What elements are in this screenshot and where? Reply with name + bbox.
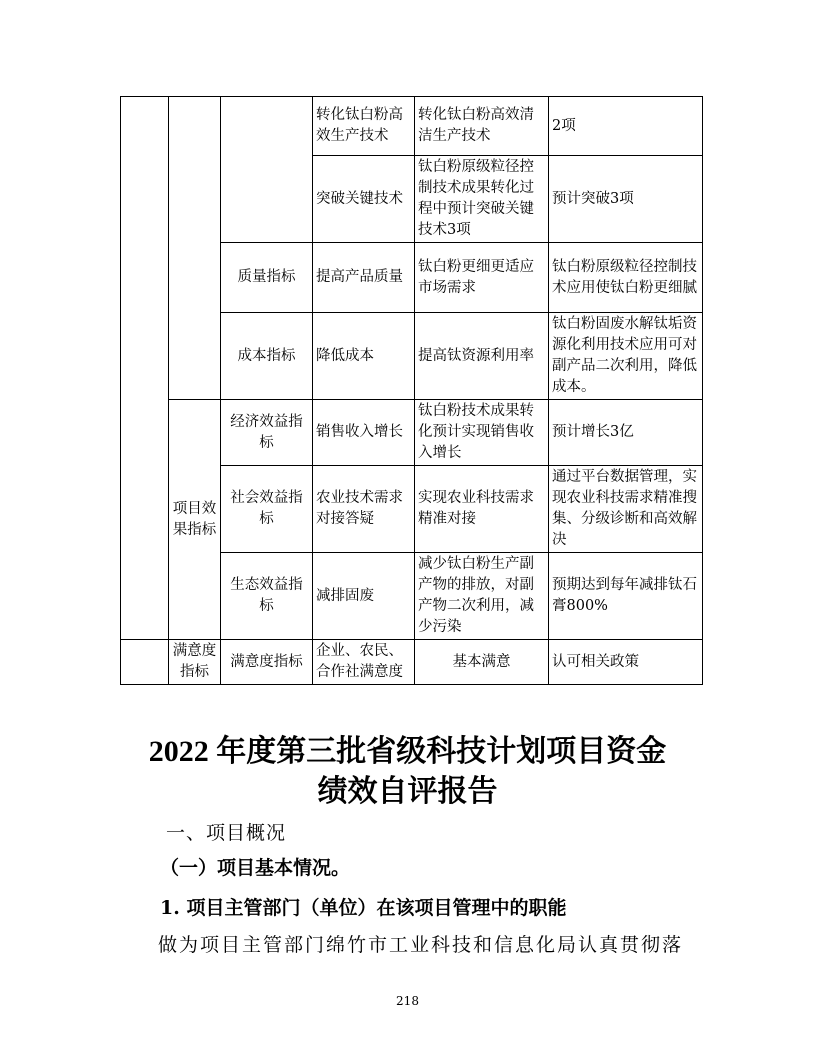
report-title-line1: 2022 年度第三批省级科技计划项目资金 <box>148 735 667 768</box>
index-cell: 农业技术需求对接答疑 <box>313 466 415 553</box>
level2-cell: 满意度指标 <box>169 640 221 685</box>
level1-cell <box>121 640 169 685</box>
content-cell: 提高钛资源利用率 <box>415 313 549 400</box>
section-heading: 一、项目概况 <box>166 822 287 844</box>
level3-cell: 质量指标 <box>221 243 313 313</box>
content-cell: 钛白粉更细更适应市场需求 <box>415 243 549 313</box>
table-row <box>121 640 703 685</box>
value-cell: 钛白粉原级粒径控制技术应用使钛白粉更细腻 <box>549 243 703 313</box>
value-cell: 2项 <box>549 97 703 156</box>
index-cell: 降低成本 <box>313 313 415 400</box>
value-cell: 认可相关政策 <box>549 640 703 685</box>
level3-cell <box>221 97 313 243</box>
level3-cell: 生态效益指标 <box>221 553 313 640</box>
body-paragraph: 做为项目主管部门绵竹市工业科技和信息化局认真贯彻落 <box>158 934 684 956</box>
item-heading: 1. 项目主管部门（单位）在该项目管理中的职能 <box>160 897 567 919</box>
index-cell: 突破关键技术 <box>313 156 415 243</box>
level1-cell <box>121 97 169 640</box>
value-cell: 预期达到每年减排钛石膏800% <box>549 553 703 640</box>
level2-cell: 项目效果指标 <box>169 400 221 640</box>
level3-cell: 满意度指标 <box>221 640 313 685</box>
level3-cell: 经济效益指标 <box>221 400 313 466</box>
content-cell: 转化钛白粉高效清洁生产技术 <box>415 97 549 156</box>
table-row <box>121 400 703 466</box>
report-title-line2: 绩效自评报告 <box>317 775 498 808</box>
content-cell: 钛白粉技术成果转化预计实现销售收入增长 <box>415 400 549 466</box>
performance-indicator-table <box>120 96 703 685</box>
index-cell: 销售收入增长 <box>313 400 415 466</box>
subsection-heading: （一）项目基本情况。 <box>160 857 351 879</box>
content-cell: 钛白粉原级粒径控制技术成果转化过程中预计突破关键技术3项 <box>415 156 549 243</box>
content-cell: 减少钛白粉生产副产物的排放，对副产物二次利用，减少污染 <box>415 553 549 640</box>
value-cell: 钛白粉固废水解钛垢资源化利用技术应用可对副产品二次利用，降低成本。 <box>549 313 703 400</box>
value-cell: 预计增长3亿 <box>549 400 703 466</box>
page-number: 218 <box>396 994 419 1008</box>
level3-cell: 成本指标 <box>221 313 313 400</box>
content-cell: 基本满意 <box>415 640 549 685</box>
table-row <box>121 97 703 156</box>
value-cell: 通过平台数据管理，实现农业科技需求精准搜集、分级诊断和高效解决 <box>549 466 703 553</box>
index-cell: 企业、农民、合作社满意度 <box>313 640 415 685</box>
value-cell: 预计突破3项 <box>549 156 703 243</box>
level3-cell: 社会效益指标 <box>221 466 313 553</box>
index-cell: 减排固废 <box>313 553 415 640</box>
index-cell: 提高产品质量 <box>313 243 415 313</box>
index-cell: 转化钛白粉高效生产技术 <box>313 97 415 156</box>
level2-cell <box>169 97 221 400</box>
content-cell: 实现农业科技需求精准对接 <box>415 466 549 553</box>
